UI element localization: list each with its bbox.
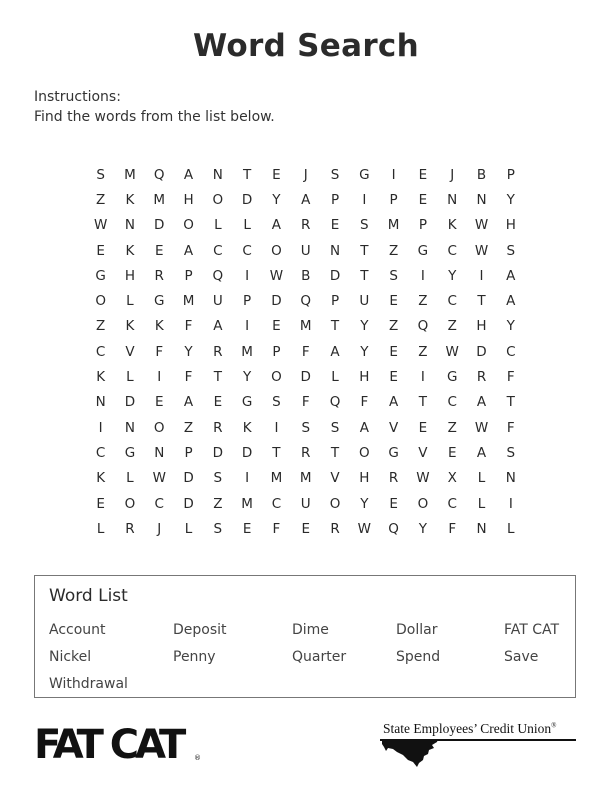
grid-letter: G xyxy=(154,293,165,310)
grid-letter: F xyxy=(301,394,310,411)
grid-letter: I xyxy=(98,419,103,436)
grid-letter: Y xyxy=(272,191,281,208)
grid-letter: T xyxy=(360,267,369,284)
grid-letter: V xyxy=(330,470,340,487)
word-item: Quarter xyxy=(292,649,347,665)
grid-letter: P xyxy=(243,293,252,310)
page-title: Word Search xyxy=(193,28,419,64)
grid-letter: Y xyxy=(418,520,428,537)
grid-letter: K xyxy=(125,318,135,335)
grid-letter: N xyxy=(329,242,341,259)
grid-letter: D xyxy=(124,394,136,411)
grid-letter: L xyxy=(184,520,193,537)
grid-letter: E xyxy=(418,419,428,436)
grid-letter: Y xyxy=(448,267,457,284)
instructions-text: Find the words from the list below. xyxy=(34,109,275,125)
grid-letter: A xyxy=(506,293,516,310)
grid-letter: B xyxy=(301,267,311,284)
grid-letter: E xyxy=(96,495,105,512)
grid-letter: O xyxy=(359,444,370,461)
grid-letter: E xyxy=(272,318,281,335)
grid-letter: W xyxy=(445,343,459,360)
grid-letter: J xyxy=(450,166,455,183)
grid-letter: O xyxy=(95,293,106,310)
grid-letter: M xyxy=(299,318,312,335)
grid-letter: C xyxy=(242,242,252,259)
grid-letter: S xyxy=(389,267,398,284)
grid-letter: Z xyxy=(418,293,428,310)
grid-letter: M xyxy=(241,343,253,360)
grid-letter: M xyxy=(124,166,136,183)
grid-letter: E xyxy=(389,495,398,512)
grid-letter: W xyxy=(474,419,489,436)
grid-letter: F xyxy=(272,520,281,537)
grid-letter: F xyxy=(184,318,193,335)
grid-row xyxy=(86,466,526,491)
grid-letter: S xyxy=(301,419,311,436)
grid-letter: W xyxy=(357,520,371,537)
grid-letter: V xyxy=(418,444,428,461)
grid-letter: Y xyxy=(506,191,515,208)
grid-letter: R xyxy=(125,520,135,537)
word-item: Nickel xyxy=(49,649,92,665)
grid-letter: C xyxy=(154,495,164,512)
grid-letter: L xyxy=(243,217,251,234)
grid-letter: J xyxy=(303,166,308,183)
grid-letter: T xyxy=(506,394,515,411)
grid-letter: S xyxy=(330,419,340,436)
grid-letter: E xyxy=(96,242,105,259)
grid-letter: W xyxy=(152,470,166,487)
grid-letter: E xyxy=(301,520,310,537)
grid-letter: C xyxy=(95,444,106,461)
grid-letter: O xyxy=(329,495,341,512)
grid-row xyxy=(86,440,526,465)
grid-letter: O xyxy=(417,495,429,512)
grid-letter: C xyxy=(271,495,282,512)
word-item: Deposit xyxy=(173,622,227,638)
grid-row xyxy=(86,516,526,541)
grid-letter: E xyxy=(272,166,281,183)
word-item: Penny xyxy=(173,649,216,665)
grid-letter: P xyxy=(272,343,281,360)
grid-letter: O xyxy=(271,242,282,259)
grid-letter: R xyxy=(301,444,311,461)
grid-letter: W xyxy=(269,267,284,284)
grid-letter: P xyxy=(506,166,515,183)
grid-letter: Z xyxy=(447,318,457,335)
word-item: Dime xyxy=(292,622,329,638)
grid-letter: P xyxy=(418,217,427,234)
grid-letter: M xyxy=(241,495,253,512)
grid-letter: I xyxy=(245,318,250,335)
word-list-box xyxy=(34,575,576,698)
grid-letter: K xyxy=(125,242,135,259)
grid-row xyxy=(86,390,526,415)
grid-row xyxy=(86,415,526,440)
grid-letter: T xyxy=(418,394,428,411)
grid-letter: R xyxy=(154,267,164,284)
grid-letter: A xyxy=(301,191,311,208)
grid-letter: Z xyxy=(388,318,399,335)
grid-letter: D xyxy=(212,444,224,461)
grid-letter: O xyxy=(271,369,282,386)
grid-letter: W xyxy=(474,242,489,259)
grid-letter: Z xyxy=(447,419,457,436)
fatcat-logo-text: FAT CAT xyxy=(34,722,183,764)
grid-letter: L xyxy=(126,369,134,386)
grid-letter: R xyxy=(213,419,223,436)
grid-letter: T xyxy=(477,293,486,310)
grid-letter: Y xyxy=(243,369,252,386)
grid-letter: A xyxy=(476,394,487,411)
grid-letter: N xyxy=(447,191,458,208)
grid-row xyxy=(86,288,526,313)
grid-letter: N xyxy=(154,444,165,461)
grid-letter: Q xyxy=(212,267,224,284)
grid-letter: L xyxy=(331,369,339,386)
grid-letter: I xyxy=(362,191,367,208)
grid-letter: W xyxy=(93,217,108,234)
grid-letter: J xyxy=(157,520,162,537)
grid-letter: V xyxy=(125,343,135,360)
word-item: Dollar xyxy=(396,622,438,638)
word-item: Save xyxy=(504,649,539,665)
grid-letter: A xyxy=(359,419,369,436)
grid-letter: R xyxy=(388,470,399,487)
grid-letter: E xyxy=(154,394,164,411)
grid-letter: N xyxy=(124,217,135,234)
grid-letter: C xyxy=(447,495,457,512)
grid-letter: F xyxy=(360,394,369,411)
grid-letter: K xyxy=(96,470,106,487)
grid-letter: E xyxy=(389,343,398,360)
grid-letter: F xyxy=(506,419,515,436)
grid-letter: R xyxy=(330,520,340,537)
grid-letter: A xyxy=(183,394,194,411)
grid-letter: I xyxy=(274,419,279,436)
grid-letter: X xyxy=(447,470,457,487)
north-carolina-map-icon xyxy=(382,739,440,768)
registered-mark: ® xyxy=(194,754,201,762)
grid-row xyxy=(86,339,526,364)
grid-letter: P xyxy=(389,191,398,208)
grid-letter: E xyxy=(242,520,252,537)
secu-logo-text: State Employees’ Credit Union® xyxy=(383,721,557,736)
grid-letter: D xyxy=(271,293,282,310)
grid-letter: R xyxy=(301,217,311,234)
grid-letter: W xyxy=(416,470,430,487)
grid-letter: A xyxy=(476,444,487,461)
grid-letter: C xyxy=(447,293,457,310)
grid-letter: T xyxy=(243,166,252,183)
grid-letter: S xyxy=(272,394,281,411)
grid-letter: H xyxy=(124,267,136,284)
grid-letter: Q xyxy=(153,166,165,183)
grid-letter: Q xyxy=(300,293,312,310)
grid-letter: S xyxy=(213,520,223,537)
grid-letter: C xyxy=(213,242,223,259)
grid-letter: H xyxy=(359,470,370,487)
grid-letter: S xyxy=(213,470,223,487)
grid-letter: M xyxy=(182,293,195,310)
grid-letter: H xyxy=(359,369,370,386)
grid-letter: L xyxy=(214,217,222,234)
grid-letter: H xyxy=(505,217,516,234)
grid-letter: N xyxy=(476,191,487,208)
grid-letter: D xyxy=(241,191,253,208)
grid-letter: L xyxy=(96,520,105,537)
grid-letter: Q xyxy=(388,520,399,537)
grid-letter: N xyxy=(212,166,223,183)
grid-letter: N xyxy=(476,520,487,537)
grid-letter: T xyxy=(330,318,340,335)
grid-letter: E xyxy=(447,444,457,461)
grid-letter: F xyxy=(506,369,515,386)
grid-letter: C xyxy=(95,343,106,360)
grid-letter: A xyxy=(183,166,194,183)
grid-letter: U xyxy=(359,293,370,310)
grid-letter: C xyxy=(447,394,457,411)
grid-letter: A xyxy=(330,343,340,360)
grid-letter: A xyxy=(183,242,194,259)
grid-letter: K xyxy=(154,318,164,335)
grid-letter: W xyxy=(474,217,489,234)
grid-letter: L xyxy=(477,470,486,487)
grid-letter: L xyxy=(477,495,486,512)
grid-letter: F xyxy=(301,343,310,360)
grid-letter: S xyxy=(330,166,340,183)
word-item: Withdrawal xyxy=(49,676,128,692)
grid-letter: P xyxy=(184,267,193,284)
grid-letter: M xyxy=(299,470,312,487)
grid-letter: E xyxy=(389,369,398,386)
grid-letter: O xyxy=(212,191,224,208)
instructions-label: Instructions: xyxy=(34,89,121,105)
grid-row xyxy=(86,263,526,288)
grid-letter: Z xyxy=(213,495,223,512)
grid-letter: A xyxy=(213,318,223,335)
grid-letter: O xyxy=(124,495,136,512)
letter-grid xyxy=(86,162,526,541)
grid-letter: C xyxy=(447,242,457,259)
grid-letter: I xyxy=(245,470,250,487)
grid-letter: M xyxy=(387,217,400,234)
grid-letter: Z xyxy=(96,191,106,208)
grid-letter: I xyxy=(245,267,250,284)
grid-row xyxy=(86,238,526,263)
grid-letter: N xyxy=(95,394,106,411)
grid-row xyxy=(86,187,526,212)
grid-letter: F xyxy=(184,369,193,386)
grid-letter: Z xyxy=(388,242,399,259)
grid-letter: I xyxy=(508,495,513,512)
grid-row xyxy=(86,364,526,389)
grid-letter: Y xyxy=(360,343,369,360)
grid-letter: E xyxy=(330,217,340,234)
grid-letter: I xyxy=(479,267,484,284)
word-item: Spend xyxy=(396,649,441,665)
grid-letter: P xyxy=(184,444,193,461)
grid-letter: O xyxy=(183,217,194,234)
instructions xyxy=(34,87,275,127)
grid-letter: V xyxy=(388,419,399,436)
word-item: Account xyxy=(49,622,106,638)
grid-letter: Y xyxy=(360,318,369,335)
grid-letter: U xyxy=(212,293,223,310)
secu-logo xyxy=(380,718,580,768)
grid-letter: S xyxy=(360,217,369,234)
grid-row xyxy=(86,162,526,187)
grid-letter: G xyxy=(446,369,458,386)
grid-letter: R xyxy=(476,369,487,386)
grid-letter: N xyxy=(505,470,516,487)
grid-letter: H xyxy=(183,191,194,208)
grid-letter: F xyxy=(448,520,457,537)
grid-letter: D xyxy=(241,444,253,461)
grid-letter: R xyxy=(213,343,223,360)
grid-letter: T xyxy=(330,444,340,461)
grid-letter: S xyxy=(506,242,516,259)
grid-letter: E xyxy=(154,242,164,259)
grid-letter: K xyxy=(447,217,457,234)
grid-letter: G xyxy=(241,394,253,411)
grid-letter: D xyxy=(300,369,311,386)
grid-letter: U xyxy=(300,242,311,259)
grid-letter: Q xyxy=(417,318,429,335)
grid-row xyxy=(86,491,526,516)
grid-letter: E xyxy=(418,191,428,208)
grid-letter: Z xyxy=(183,419,194,436)
grid-letter: U xyxy=(300,495,311,512)
grid-letter: D xyxy=(183,495,194,512)
grid-letter: N xyxy=(124,419,135,436)
grid-letter: A xyxy=(388,394,399,411)
grid-letter: Y xyxy=(360,495,369,512)
word-list-title: Word List xyxy=(49,586,128,606)
grid-letter: K xyxy=(96,369,106,386)
grid-letter: C xyxy=(506,343,516,360)
grid-letter: F xyxy=(155,343,164,360)
grid-letter: Q xyxy=(329,394,341,411)
grid-letter: L xyxy=(507,520,515,537)
grid-letter: K xyxy=(125,191,135,208)
grid-letter: E xyxy=(418,166,428,183)
grid-letter: L xyxy=(126,293,134,310)
grid-letter: M xyxy=(270,470,283,487)
grid-letter: A xyxy=(271,217,282,234)
grid-letter: D xyxy=(476,343,487,360)
grid-letter: G xyxy=(417,242,429,259)
grid-letter: T xyxy=(213,369,222,386)
grid-letter: I xyxy=(391,166,396,183)
grid-letter: S xyxy=(506,444,516,461)
grid-letter: Z xyxy=(418,343,428,360)
grid-letter: G xyxy=(124,444,136,461)
grid-letter: D xyxy=(329,267,341,284)
word-item: FAT CAT xyxy=(504,622,560,638)
grid-letter: T xyxy=(360,242,369,259)
grid-letter: Y xyxy=(184,343,193,360)
grid-letter: D xyxy=(183,470,194,487)
grid-letter: E xyxy=(389,293,398,310)
grid-letter: P xyxy=(330,191,340,208)
grid-letter: G xyxy=(359,166,370,183)
grid-letter: G xyxy=(95,267,106,284)
grid-letter: P xyxy=(330,293,340,310)
grid-letter: Y xyxy=(506,318,515,335)
grid-letter: D xyxy=(154,217,165,234)
grid-letter: I xyxy=(420,369,425,386)
grid-letter: T xyxy=(272,444,281,461)
grid-letter: K xyxy=(242,419,252,436)
grid-letter: O xyxy=(153,419,165,436)
grid-letter: L xyxy=(126,470,134,487)
grid-row xyxy=(86,314,526,339)
grid-letter: G xyxy=(388,444,399,461)
fatcat-logo xyxy=(34,722,204,768)
grid-letter: E xyxy=(213,394,223,411)
grid-letter: M xyxy=(153,191,166,208)
grid-row xyxy=(86,213,526,238)
grid-letter: B xyxy=(476,166,487,183)
grid-letter: Z xyxy=(96,318,106,335)
grid-letter: I xyxy=(420,267,425,284)
grid-letter: S xyxy=(96,166,105,183)
grid-letter: I xyxy=(157,369,162,386)
grid-letter: H xyxy=(476,318,487,335)
grid-letter: A xyxy=(506,267,516,284)
